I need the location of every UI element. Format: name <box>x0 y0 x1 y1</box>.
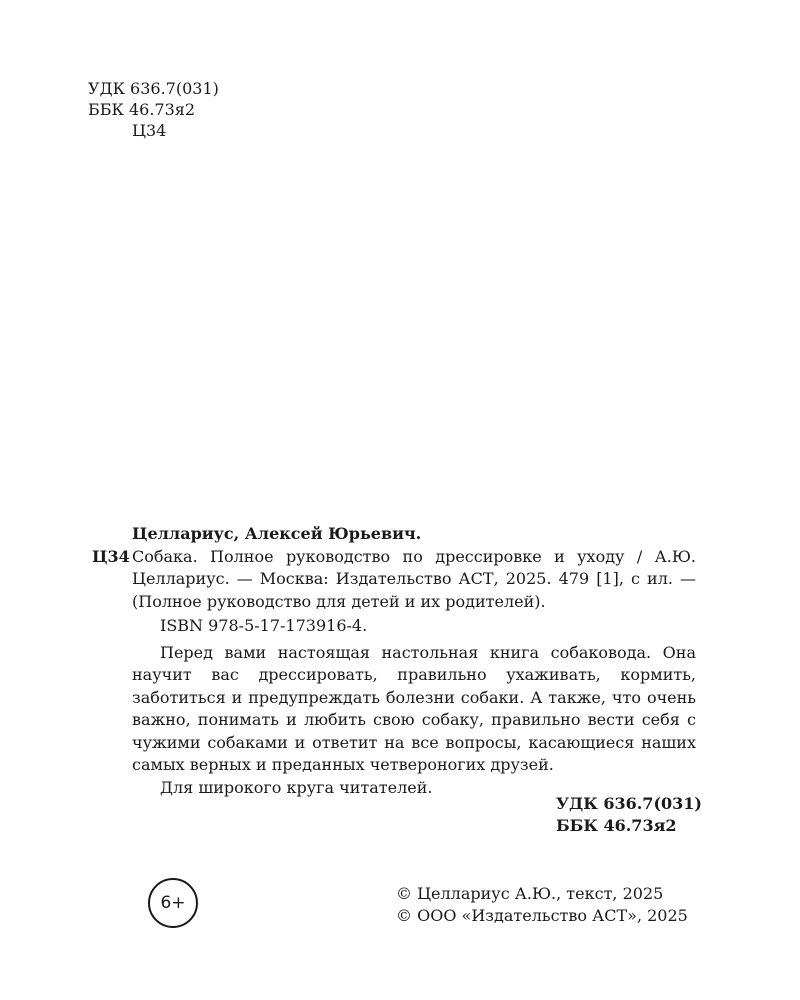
catalog-entry <box>88 523 696 799</box>
udk-code-bottom: УДК 636.7(031) <box>556 794 702 813</box>
copyright-author: © Целлариус А.Ю., текст, 2025 <box>396 884 664 903</box>
author-mark: Ц34 <box>132 121 167 140</box>
bbk-code: ББК 46.73я2 <box>88 100 196 119</box>
classification-block-top <box>88 78 219 141</box>
title-row <box>88 546 696 777</box>
entry-author-mark: Ц34 <box>92 546 130 566</box>
isbn: ISBN 978-5-17-173916-4. <box>160 616 368 635</box>
audience-note: Для широкого круга читателей. <box>160 777 433 797</box>
copyright-block <box>396 883 688 927</box>
author-heading: Целлариус, Алексей Юрьевич. <box>132 524 422 543</box>
annotation <box>132 642 696 777</box>
classification-block-bottom <box>556 793 702 837</box>
age-rating-badge <box>148 878 198 928</box>
annotation-text: Перед вами настоящая настольная книга собаковода. Она научит вас дрессировать, правильно ухаживать, кормить, заботиться и предупреждать болезни собаки. А также, что очень важно, понимать и любить свою собаку, правильно вести себя с чужими собаками и ответит на все вопросы, касающиеся наших самых верных и преданных четвероногих друзей. <box>132 642 696 774</box>
copyright-publisher: © ООО «Издательство АСТ», 2025 <box>396 906 688 925</box>
bbk-code-bottom: ББК 46.73я2 <box>556 816 677 835</box>
title-statement: Собака. Полное руководство по дрессировке и уходу / А.Ю. Целлариус. — Москва: Издательство АСТ, 2025. 479 [1], с ил. — (Полное руководство для детей и их родителей). <box>132 546 696 611</box>
age-rating-text: 6+ <box>160 893 186 913</box>
udk-code: УДК 636.7(031) <box>88 79 219 98</box>
